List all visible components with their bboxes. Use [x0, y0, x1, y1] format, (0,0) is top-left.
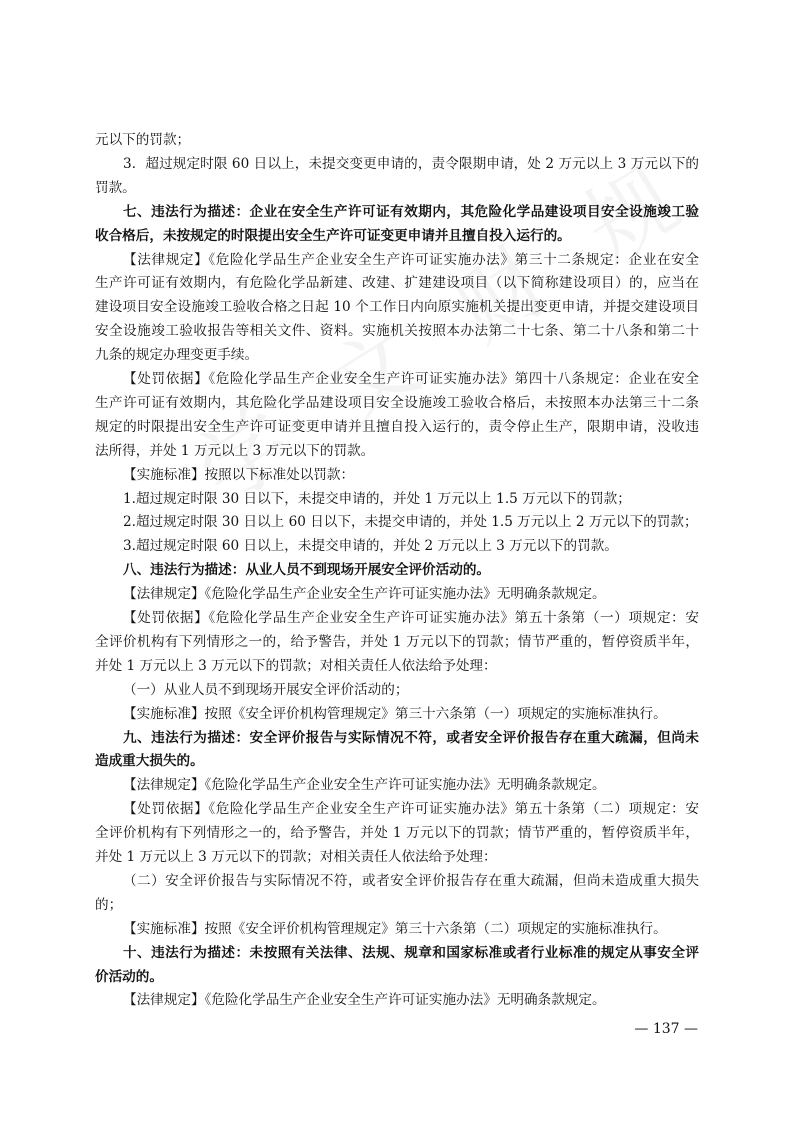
paragraph-line: 元以下的罚款； — [95, 132, 191, 148]
paragraph-line: 【处罚依据】《危险化学品生产企业安全生产许可证实施办法》第四十八条规定：企业在安全 — [123, 371, 699, 387]
section-heading-line: 价活动的。 — [95, 968, 163, 985]
paragraph-line: 【实施标准】按照《安全评价机构管理规定》第三十六条第（二）项规定的实施标准执行。 — [123, 920, 667, 937]
paragraph-line: 九条的规定办理变更手续。 — [95, 347, 259, 364]
paragraph-line: 【处罚依据】《危险化学品生产企业安全生产许可证实施办法》第五十条第（二）项规定：安 — [123, 801, 699, 818]
paragraph-line: 【法律规定】《危险化学品生产企业安全生产许可证实施办法》无明确条款规定。 — [123, 777, 606, 794]
paragraph-line: 罚款。 — [95, 179, 136, 196]
paragraph-line: 【法律规定】《危险化学品生产企业安全生产许可证实施办法》无明确条款规定。 — [123, 586, 606, 603]
paragraph-line: 安全设施竣工验收报告等相关文件、资料。实施机关按照本办法第二十七条、第二十八条和第二十 — [95, 323, 699, 340]
paragraph-line: 【法律规定】《危险化学品生产企业安全生产许可证实施办法》无明确条款规定。 — [123, 992, 606, 1009]
section-heading-line: 九、违法行为描述：安全评价报告与实际情况不符，或者安全评价报告存在重大疏漏，但尚未 — [123, 729, 699, 746]
paragraph-line: 3．超过规定时限 60 日以上，未提交变更申请的，责令限期申请，处 2 万元以上 3 万元以下的 — [123, 155, 699, 172]
section-heading-line: 十、违法行为描述：未按照有关法律、法规、规章和国家标准或者行业标准的规定从事安全评 — [123, 944, 699, 961]
paragraph-line: 【处罚依据】《危险化学品生产企业安全生产许可证实施办法》第五十条第（一）项规定：安 — [123, 610, 699, 626]
section-heading-line: 八、违法行为描述：从业人员不到现场开展安全评价活动的。 — [123, 562, 491, 579]
paragraph-line: 并处 1 万元以上 3 万元以下的罚款；对相关责任人依法给予处理： — [95, 849, 497, 865]
paragraph-line: 3.超过规定时限 60 日以上，未提交申请的，并处 2 万元以上 3 万元以下的罚款。 — [123, 538, 618, 555]
section-heading-line: 造成重大损失的。 — [95, 753, 204, 770]
paragraph-line: 建设项目安全设施竣工验收合格之日起 10 个工作日内向原实施机关提出变更申请，并提交建设项目 — [95, 299, 699, 316]
paragraph-line: 法所得，并处 1 万元以上 3 万元以下的罚款。 — [95, 442, 375, 459]
paragraph-line: 【实施标准】按照以下标准处以罚款： — [123, 466, 355, 483]
paragraph-line: （一）从业人员不到现场开展安全评价活动的； — [123, 681, 409, 698]
section-heading-line: 收合格后，未按规定的时限提出安全生产许可证变更申请并且擅自投入运行的。 — [95, 227, 571, 244]
paragraph-line: 并处 1 万元以上 3 万元以下的罚款；对相关责任人依法给予处理： — [95, 657, 497, 674]
paragraph-line: 生产许可证有效期内，其危险化学品建设项目安全设施竣工验收合格后，未按照本办法第三十二条 — [95, 394, 699, 411]
paragraph-line: 1.超过规定时限 30 日以下，未提交申请的，并处 1 万元以上 1.5 万元以下的罚款； — [123, 490, 631, 507]
paragraph-line: 【实施标准】按照《安全评价机构管理规定》第三十六条第（一）项规定的实施标准执行。 — [123, 705, 667, 722]
page-number: — 137 — — [634, 1021, 698, 1037]
section-heading-line: 七、违法行为描述：企业在安全生产许可证有效期内，其危险化学品建设项目安全设施竣工验 — [123, 203, 699, 220]
paragraph-line: 规定的时限提出安全生产许可证变更申请并且擅自投入运行的，责令停止生产，限期申请，没收违 — [95, 418, 699, 435]
paragraph-line: （二）安全评价报告与实际情况不符，或者安全评价报告存在重大疏漏，但尚未造成重大损失 — [123, 872, 699, 889]
paragraph-line: 2.超过规定时限 30 日以上 60 日以下，未提交申请的，并处 1.5 万元以上 2 万元以下的罚款； — [123, 514, 698, 531]
paragraph-line: 【法律规定】《危险化学品生产企业安全生产许可证实施办法》第三十二条规定：企业在安全 — [123, 251, 699, 268]
paragraph-line: 全评价机构有下列情形之一的，给予警告，并处 1 万元以下的罚款；情节严重的，暂停资质半年， — [95, 633, 699, 650]
paragraph-line: 的； — [95, 896, 123, 913]
paragraph-line: 生产许可证有效期内，有危险化学品新建、改建、扩建建设项目（以下简称建设项目）的，应当在 — [95, 275, 699, 292]
paragraph-line: 全评价机构有下列情形之一的，给予警告，并处 1 万元以下的罚款；情节严重的，暂停资质半年， — [95, 825, 699, 842]
